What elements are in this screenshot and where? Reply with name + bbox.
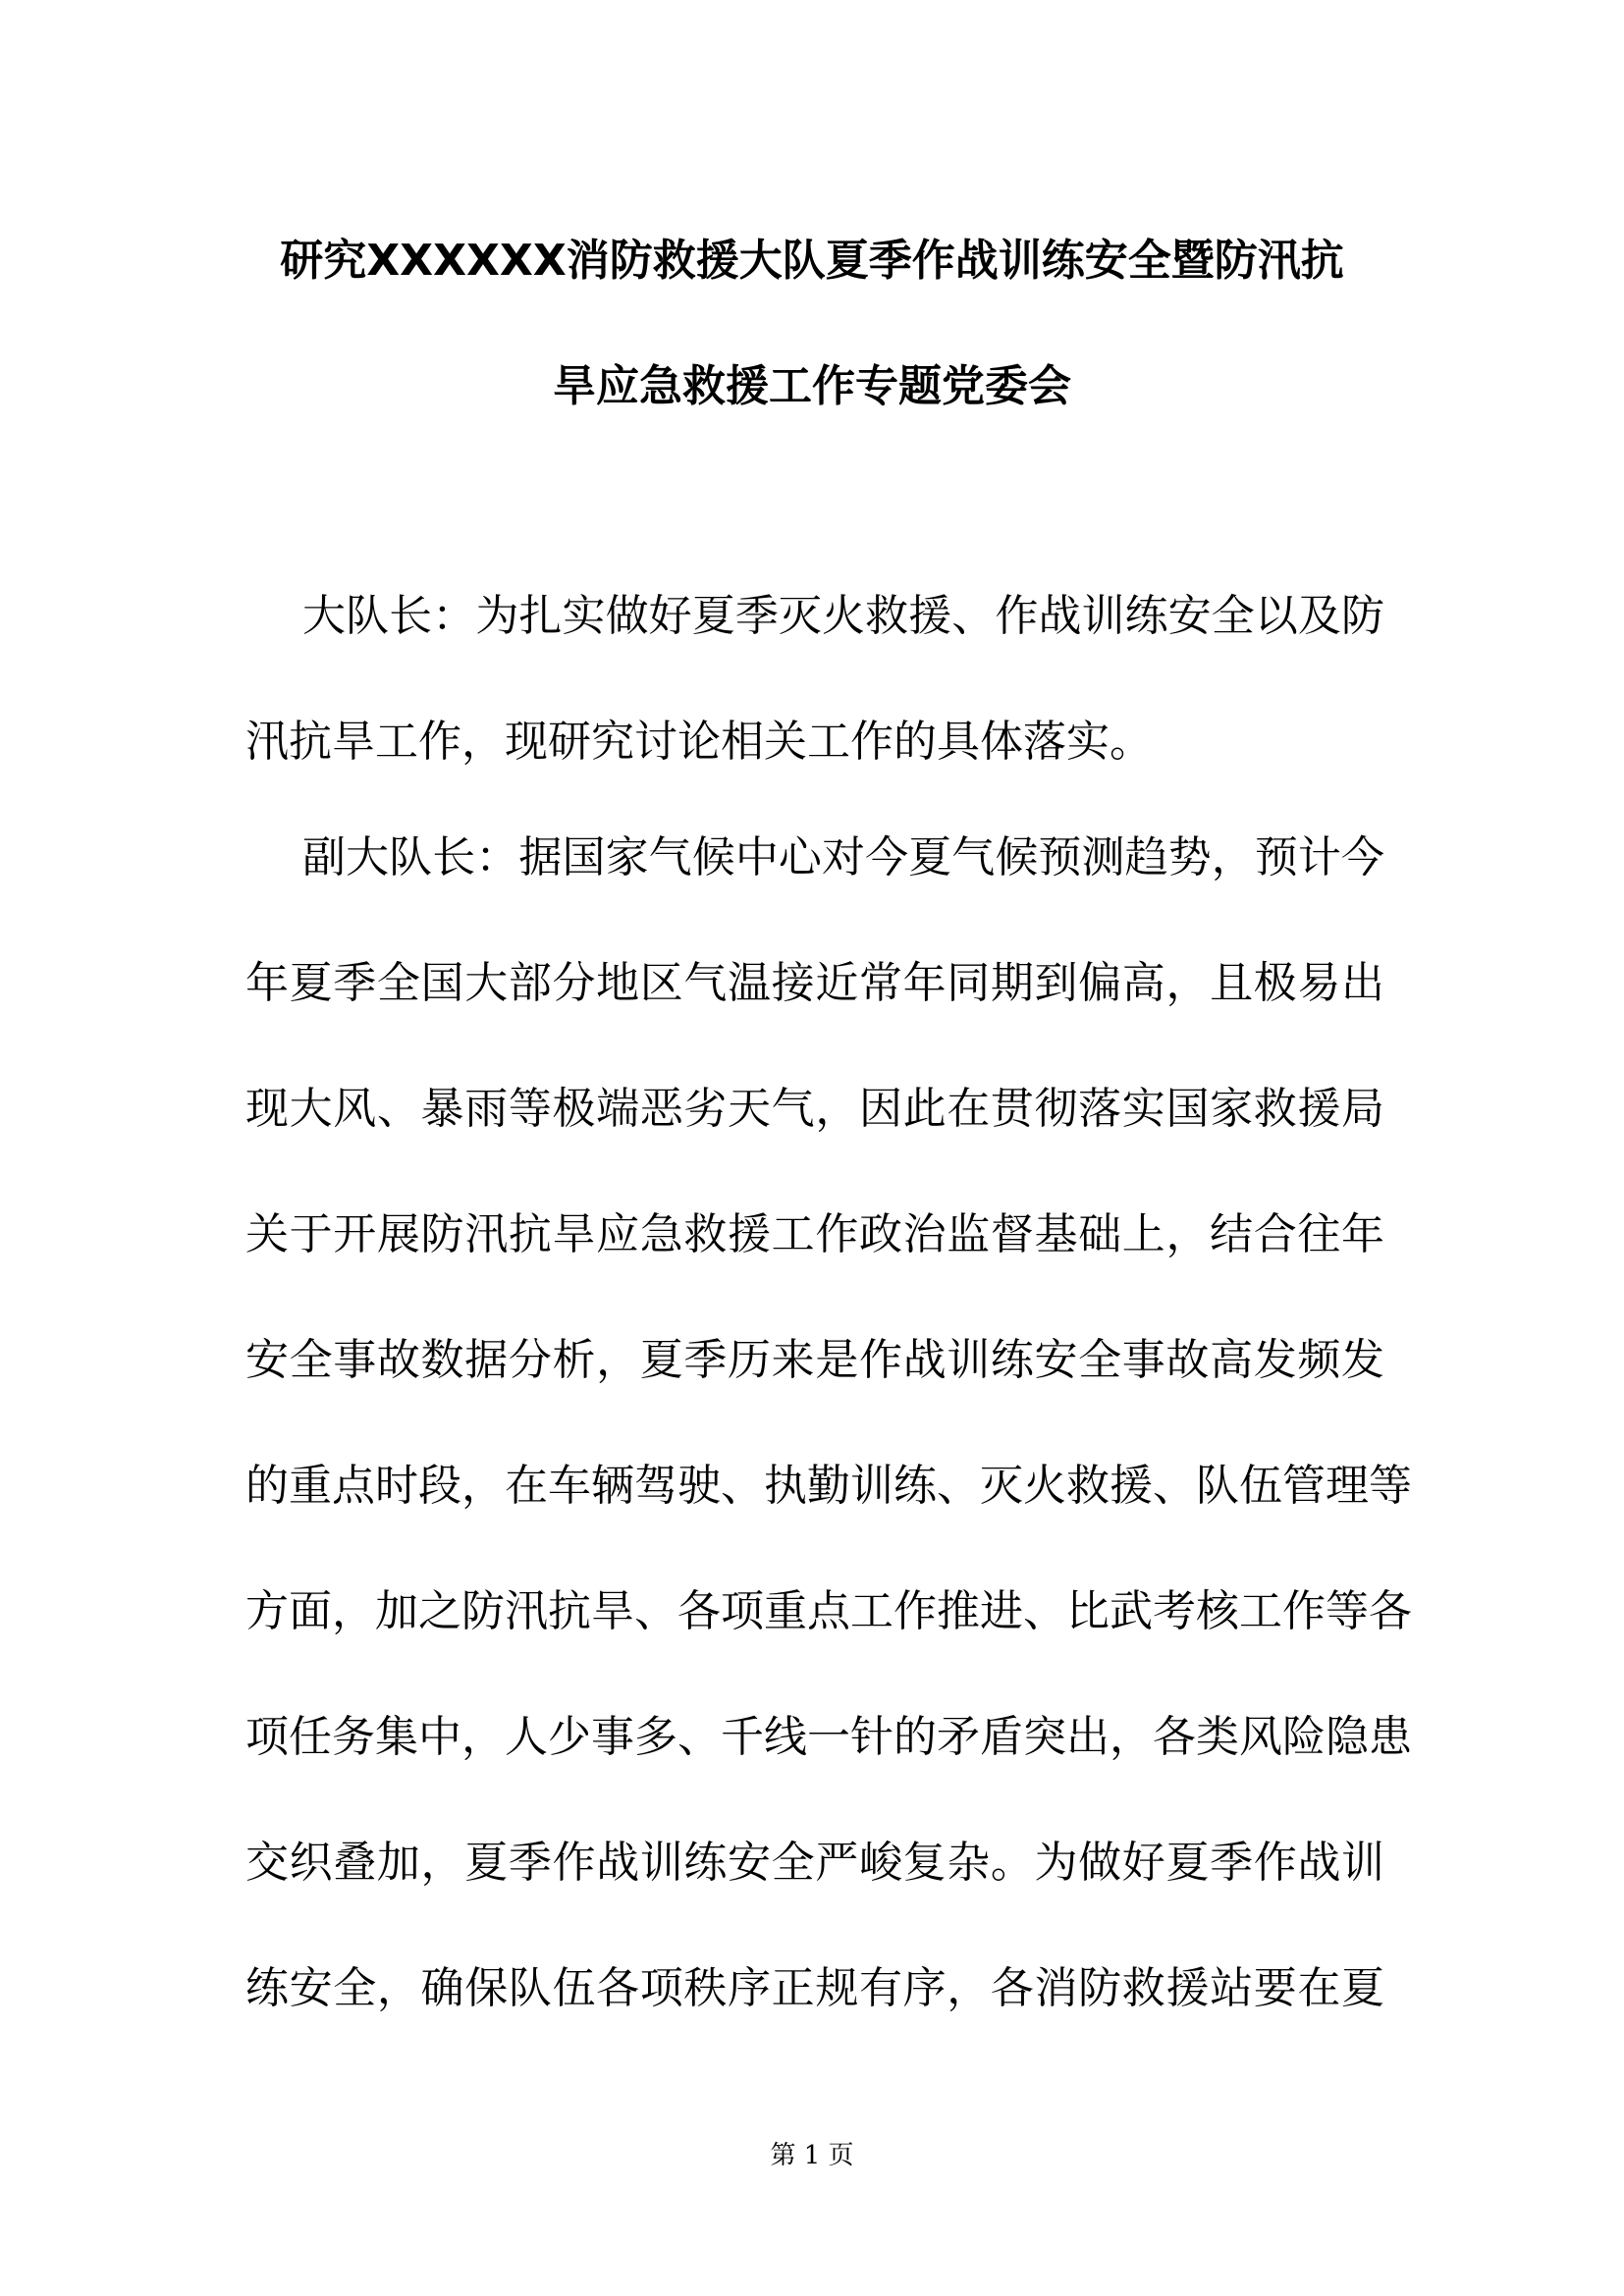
paragraph-line: 练安全，确保队伍各项秩序正规有序，各消防救援站要在夏	[245, 1963, 1384, 2013]
paragraph-line: 方面，加之防汛抗旱、各项重点工作推进、比武考核工作等各	[245, 1586, 1412, 1636]
paragraph-line: 副大队长：据国家气候中心对今夏气候预测趋势，预计今	[302, 832, 1384, 882]
paragraph-line: 交织叠加，夏季作战训练安全严峻复杂。为做好夏季作战训	[245, 1838, 1384, 1888]
paragraph-line: 关于开展防汛抗旱应急救援工作政治监督基础上，结合往年	[245, 1209, 1384, 1259]
paragraph-line: 年夏季全国大部分地区气温接近常年同期到偏高，且极易出	[245, 958, 1384, 1008]
paragraph-line: 现大风、暴雨等极端恶劣天气，因此在贯彻落实国家救援局	[245, 1084, 1384, 1134]
document-title-line-1: 研究XXXXXX消防救援大队夏季作战训练安全暨防汛抗	[280, 236, 1344, 286]
paragraph-line: 的重点时段，在车辆驾驶、执勤训练、灭火救援、队伍管理等	[245, 1461, 1412, 1511]
page-number: 第 1 页	[770, 2141, 854, 2170]
paragraph-line: 项任务集中，人少事多、千线一针的矛盾突出，各类风险隐患	[245, 1712, 1412, 1762]
paragraph-line: 汛抗旱工作，现研究讨论相关工作的具体落实。	[245, 717, 1153, 767]
paragraph-line: 大队长：为扎实做好夏季灭火救援、作战训练安全以及防	[302, 591, 1384, 641]
paragraph-line: 安全事故数据分析，夏季历来是作战训练安全事故高发频发	[245, 1335, 1384, 1385]
document-title-line-2: 旱应急救援工作专题党委会	[553, 361, 1071, 411]
